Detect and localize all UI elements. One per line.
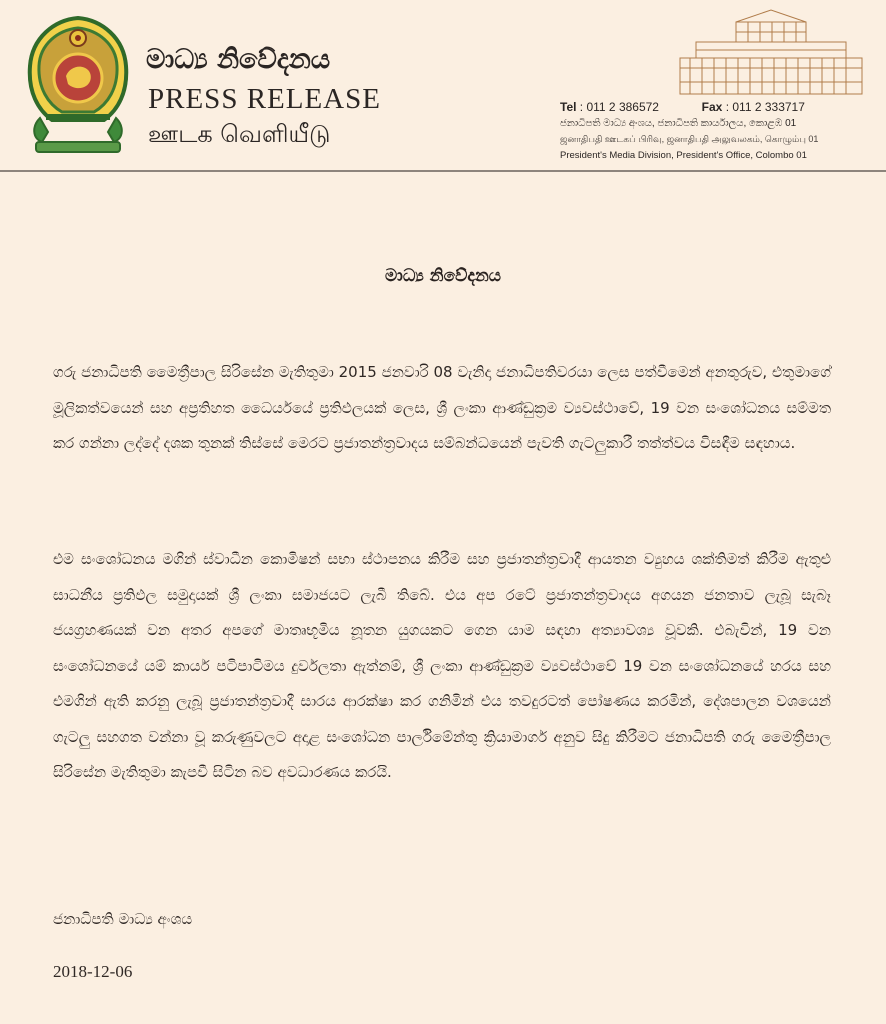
fax-number: : 011 2 333717 [725, 100, 805, 114]
letterhead [0, 0, 886, 178]
address-english: President's Media Division, President's Office, Colombo 01 [560, 150, 807, 161]
release-date: 2018-12-06 [53, 962, 133, 981]
press-release-title-tamil: ஊடக வெளியீடு [148, 120, 331, 148]
press-release-title-sinhala: මාධ්‍ය නිවේදනය [146, 44, 331, 75]
address-sinhala: ජනාධිපති මාධ්‍ය අංශය, ජනාධිපති කාර්යාලය, කොළඹ 01 [560, 118, 797, 129]
press-release-title-english: PRESS RELEASE [148, 83, 381, 115]
contact-numbers [560, 100, 880, 114]
tel-label: Tel [560, 100, 577, 114]
address-tamil: ஜனாதிபதி ஊடகப் பிரிவு, ஜனாதிபதி அலுவலகம், கொழும்பு 01 [560, 134, 819, 144]
header-divider [0, 170, 886, 172]
body-paragraph-2: එම සංශෝධනය මගින් ස්වාධීන කොමිෂන් සභා ස්ථාපනය කිරීම සහ ප්‍රජාතන්ත්‍රවාදී ආයතන ව්‍යුහය ශක්තිමත් කිරීම ඇතුළු සාධනීය ප්‍රතිඵල සමුදායක් ශ්‍රී ලංකා සමාජයට ලැබී තිබේ. එය අප රටේ ප්‍රජාතන්ත්‍රවාදය අගයන ජනතාව ලැබූ සැබෑ ජයග්‍රහණයක් වන අතර අපගේ මාතෘභූමිය නූතන යුගයකට ගෙන යාම සඳහා අත්‍යාවශ්‍ය වූවකි. එබැවින්, 19 වන සංශෝධනයේ යම් කාර්ය පටිපාටිමය දුර්වලතා ඇත්නම්, ශ්‍රී ලංකා ආණ්ඩුක්‍රම ව්‍යවස්ථාවේ 19 වන සංශෝධනයේ හරය සහ එමගින් ඇති කරනු ලැබූ ප්‍රජාතන්ත්‍රවාදී සාරය ආරක්ෂා කර ගනිමින් එය තවදුරටත් පෝෂණය කරමින්, දේශපාලන වශයෙන් ගැටලු සහගත වන්නා වූ කරුණුවලට අදාළ සංශෝධන පාර්ලිමේන්තු ක්‍රියාමාර්ග අනුව සිදු කිරීමට ජනාධිපති ගරු මෛත්‍රීපාල සිරිසේන මැතිතුමා කැපවී සිටින බව අවධාරණය කරයි. [53, 550, 831, 781]
tel-number: : 011 2 386572 [579, 100, 659, 114]
sri-lanka-emblem-icon [22, 14, 134, 156]
body-paragraph-1: ගරු ජනාධිපති මෛත්‍රීපාල සිරිසේන මැතිතුමා 2015 ජනවාරි 08 වැනිදා ජනාධිපතිවරයා ලෙස පත්වීමෙන් අනතුරුව, එතුමාගේ මූලිකත්වයෙන් සහ අප්‍රතිහත ධෛර්යයේ ප්‍රතිඵලයක් ලෙස, ශ්‍රී ලංකා ආණ්ඩුක්‍රම ව්‍යවස්ථාවේ, 19 වන සංශෝධනය සම්මත කර ගන්නා ලද්දේ දශක තුනක් තිස්සේ මෙරට ප්‍රජාතන්ත්‍රවාදය සම්බන්ධයෙන් පැවති ගැටලුකාරී තත්ත්වය විසඳීම සඳහාය. [53, 363, 831, 452]
document-title: මාධ්‍ය නිවේදනය [385, 266, 501, 286]
fax-label: Fax [701, 100, 723, 114]
presidents-house-illustration-icon [676, 8, 866, 98]
signature-division: ජනාධිපති මාධ්‍ය අංශය [53, 910, 193, 928]
